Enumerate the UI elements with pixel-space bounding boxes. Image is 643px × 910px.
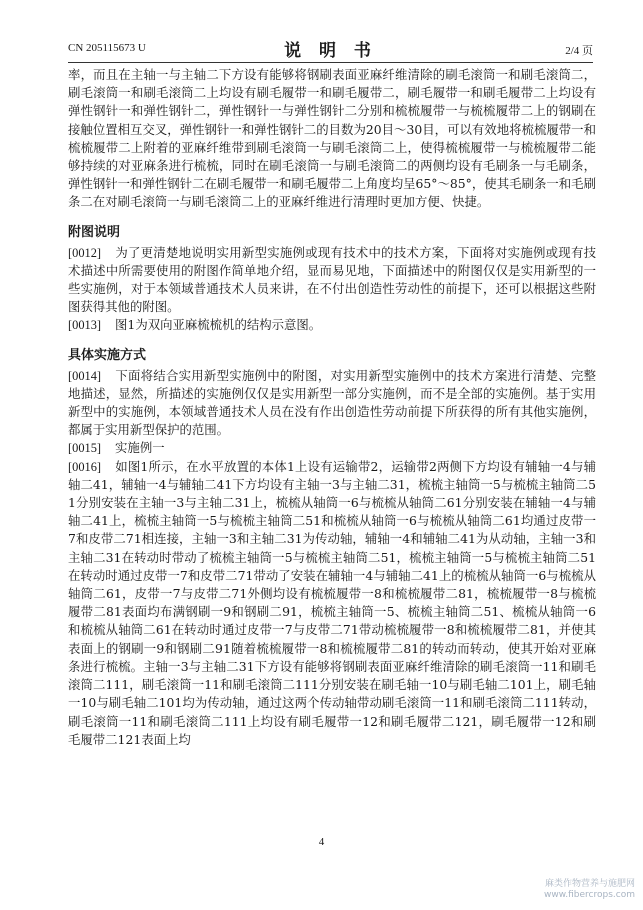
page-number: 4 (318, 836, 325, 848)
continuation-paragraph: 率，而且在主轴一与主轴二下方设有能够将钢刷表面亚麻纤维清除的刷毛滚筒一和刷毛滚筒二，刷毛滚筒一和刷毛滚筒二上均设有刷毛履带一和刷毛履带二，刷毛履带一和刷毛履带二上均设有弹性钢针一和弹性钢针二，弹性钢针一与弹性钢针二分别和梳梳履带一与梳梳履带二上的钢刷在接触位置相互交叉，弹性钢针一和弹性钢针二的目数为20目～30目，可以有效地将梳梳履带一和梳梳履带二上附着的亚麻纤维带到刷毛滚筒一与刷毛滚筒二上，使得梳梳履带一与梳梳履带二能够持续的对亚麻条进行梳梳，同时在刷毛滚筒一与刷毛滚筒二的两侧均设有毛刷条一与毛刷条，弹性钢针一和弹性钢针二在刷毛履带一和刷毛履带二上角度均呈65°～85°，使其毛刷条一和毛刷条二在对刷毛滚筒一与刷毛滚筒二上的亚麻纤维进行清理时更加方便、快捷。 (68, 67, 596, 210)
paragraph-text: 实施例一 (115, 440, 165, 456)
paragraph-0013 (68, 316, 596, 334)
paragraph-text: 如图1所示，在水平放置的本体1上设有运输带2，运输带2两侧下方均设有辅轴一4与辅轴二41，辅轴一4与辅轴二41下方均设有主轴一3与主轴二31，梳梳主轴筒一5与梳梳主轴筒二51分别安装在主轴一3与主轴二31上，梳梳从轴筒一6与梳梳从轴筒二61分别安装在辅轴一4与辅轴二41上，梳梳主轴筒一5与梳梳主轴筒二51和梳梳从轴筒一6与梳梳从轴筒二61均通过皮带一7和皮带二71相连接，主轴一3和主轴二31为传动轴，辅轴一4和辅轴二41为从动轴，主轴一3和主轴二31在转动时带动了梳梳主轴筒一5与梳梳主轴筒二51，梳梳主轴筒一5与梳梳主轴筒二51在转动时通过皮带一7和皮带二71带动了安装在辅轴一4与辅轴二41上的梳梳从轴筒一6与梳梳从轴筒二61，皮带一7与皮带二71外侧均设有梳梳履带一8和梳梳履带二81，梳梳履带一8与梳梳履带二81表面均布满钢刷一9和钢刷二91，梳梳主轴筒一5、梳梳主轴筒二51、梳梳从轴筒一6和梳梳从轴筒二61在转动时通过皮带一7与皮带二71带动梳梳履带一8和梳梳履带二81，并使其表面上的钢刷一9和钢刷二91随着梳梳履带一8和梳梳履带二81的转动而转动，使其开始对亚麻条进行梳梳。主轴一3与主轴二31下方设有能够将钢刷表面亚麻纤维清除的刷毛滚筒一11和刷毛滚筒二111，刷毛滚筒一11和刷毛滚筒二111分别安装在刷毛轴一10与刷毛轴二101上，刷毛轴一10与刷毛轴二101均为传动轴，通过这两个传动轴带动刷毛滚筒一11和刷毛滚筒二111转动，刷毛滚筒一11和刷毛滚筒二111上均设有刷毛履带一12和刷毛履带二121，刷毛履带一12和刷毛履带二121表面上均 (68, 458, 596, 747)
section-heading-drawings: 附图说明 (68, 224, 121, 240)
document-title: 说 明 书 (284, 41, 377, 61)
document-body (68, 66, 596, 749)
paragraph-0012 (68, 244, 596, 317)
paragraph-number: [0012] (68, 245, 102, 260)
page-indicator: 2/4 页 (565, 45, 593, 57)
paragraph-text: 图1为双向亚麻梳梳机的结构示意图。 (115, 317, 322, 333)
patent-number: CN 205115673 U (68, 42, 146, 54)
paragraph-text: 为了更清楚地说明实用新型实施例或现有技术中的技术方案，下面将对实施例或现有技术描述中所需要使用的附图作简单地介绍，显而易见地，下面描述中的附图仅仅是实用新型的一些实施例，对于本领域普通技术人员来讲，在不付出创造性劳动性的前提下，还可以根据这些附图获得其他的附图。 (68, 244, 596, 315)
paragraph-number: [0014] (68, 368, 102, 383)
paragraph-number: [0016] (68, 459, 102, 474)
paragraph-text: 下面将结合实用新型实施例中的附图，对实用新型实施例中的技术方案进行清楚、完整地描述，显然，所描述的实施例仅仅是实用新型一部分实施例，而不是全部的实施例。基于实用新型中的实施例，本领域普通技术人员在没有作出创造性劳动前提下所获得的所有其他实施例，都属于实用新型保护的范围。 (68, 367, 596, 438)
paragraph-number: [0013] (68, 318, 102, 333)
paragraph-0015 (68, 439, 596, 457)
watermark-title: 麻类作物营养与施肥网 (544, 879, 635, 889)
paragraph-0016 (68, 458, 596, 749)
page-header (68, 36, 593, 63)
watermark-url: www.fibercrops.com (544, 890, 635, 900)
paragraph-0014 (68, 367, 596, 440)
section-heading-embodiment: 具体实施方式 (68, 347, 147, 363)
paragraph-number: [0015] (68, 441, 102, 456)
site-watermark (544, 879, 635, 901)
